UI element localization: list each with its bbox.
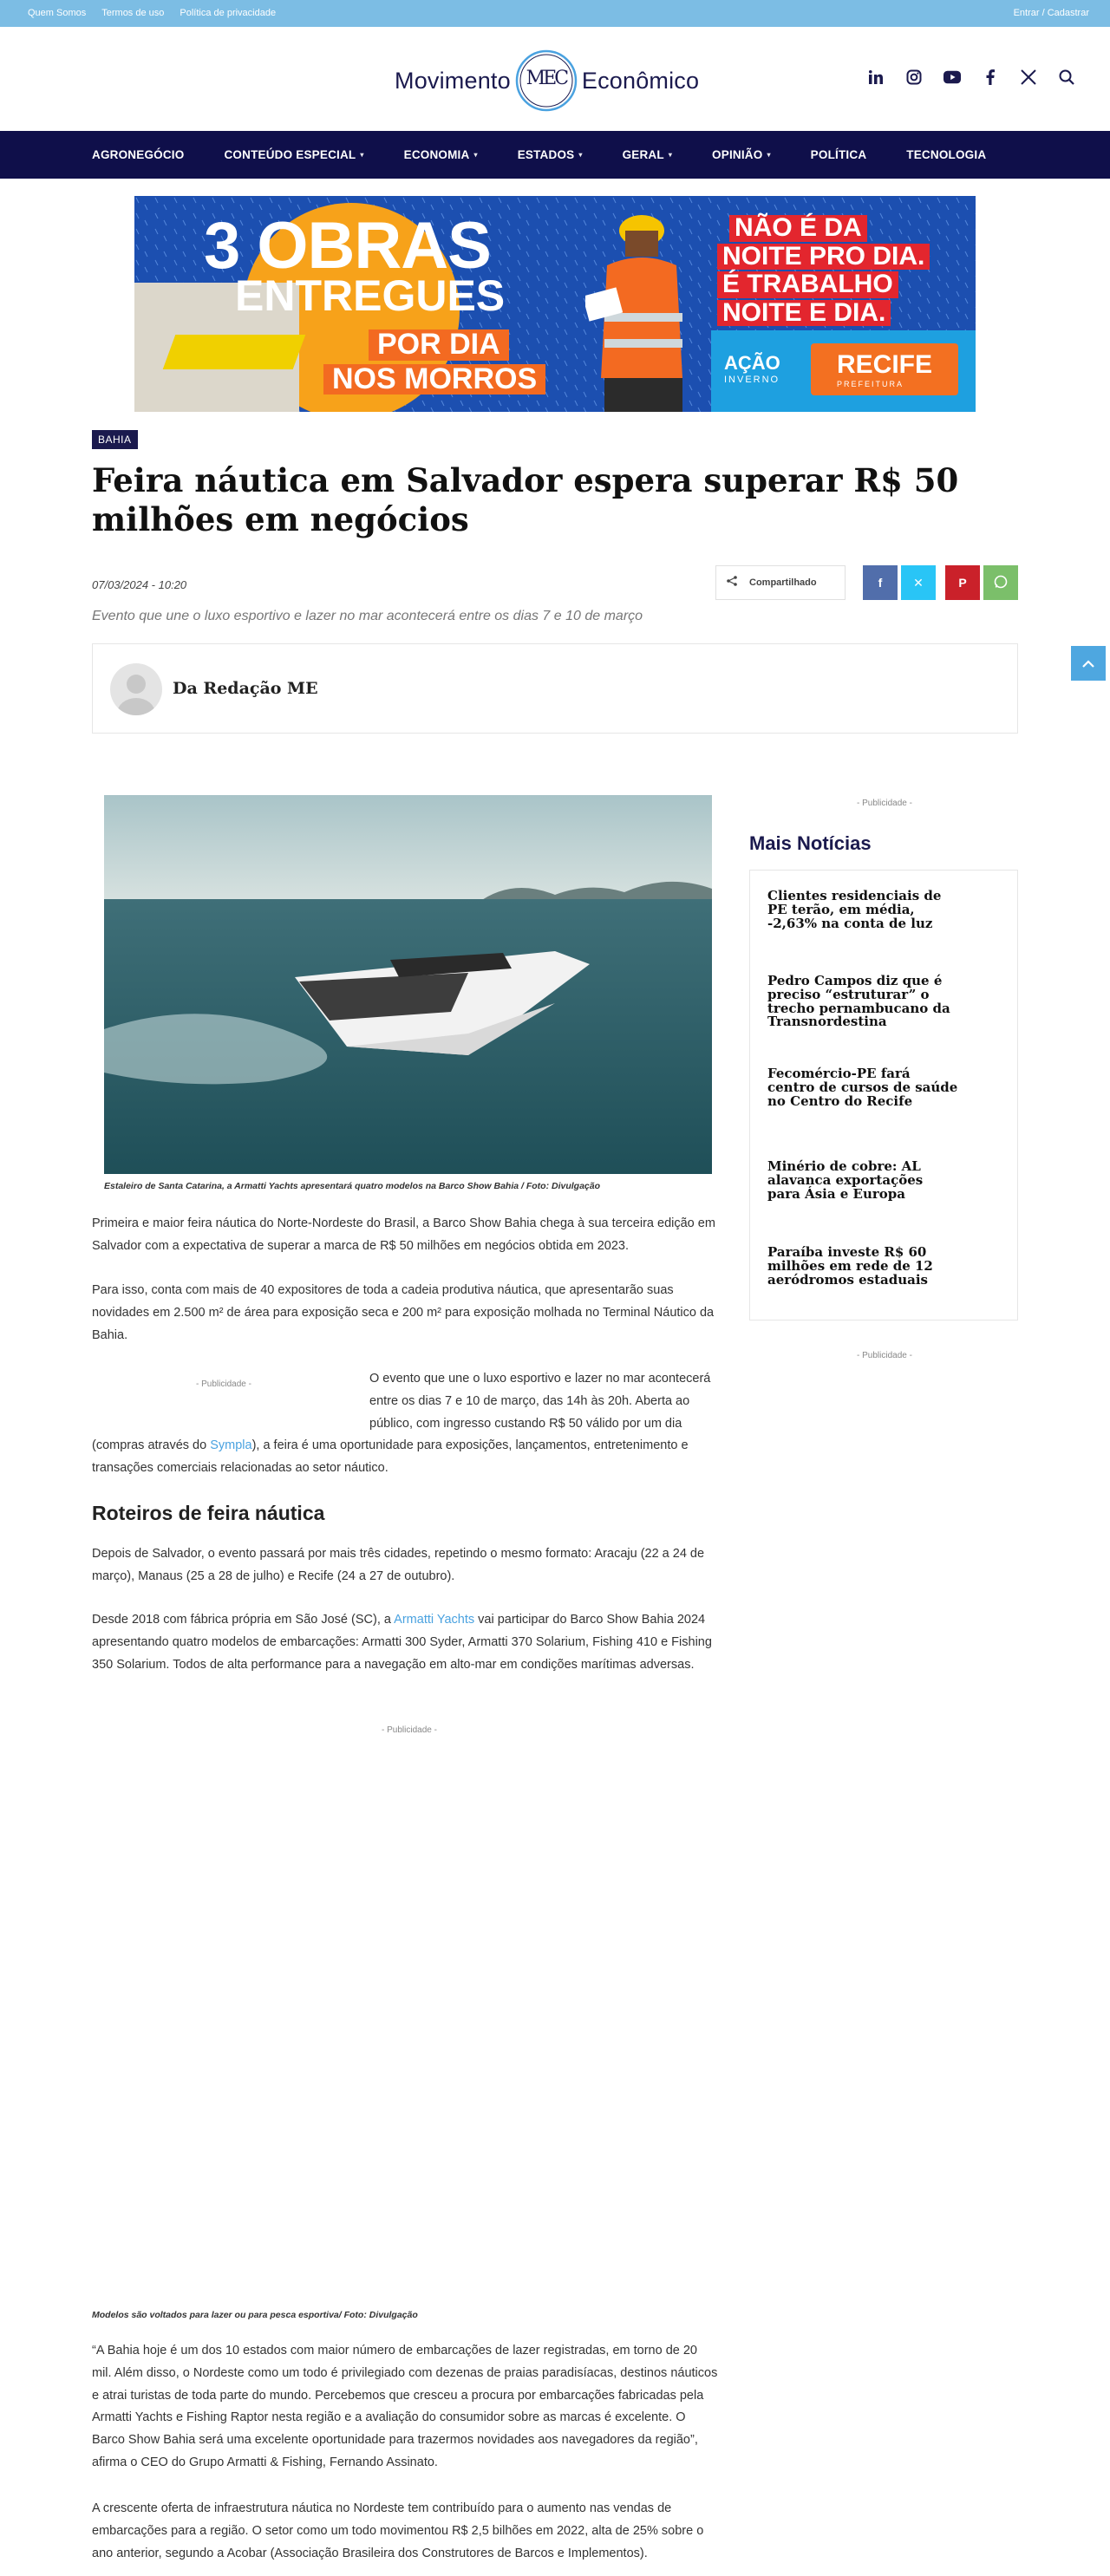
site-logo[interactable] (395, 46, 715, 115)
banner-big-1: 3 OBRAS (204, 209, 491, 283)
banner-worker-image (585, 205, 707, 412)
chevron-down-icon: ▾ (578, 151, 583, 159)
article-paragraph-4: Depois de Salvador, o evento passará por mais três cidades, repetindo o mesmo formato: Aracaju (22 a 24 de março), Manaus (25 a 28 de julho) e Recife (24 a 27 de outubro). (92, 1547, 705, 1583)
article-paragraph-3a: O evento que une o luxo esportivo e lazer no mar acontecerá entre os dias 7 e 10 de março, das 14h às 20h. Aberta ao público, com ingresso custando R$ 50 válido por um dia (369, 1372, 711, 1431)
share-twitter-button[interactable] (901, 565, 936, 600)
chevron-down-icon: ▾ (473, 151, 478, 159)
site-header (0, 27, 1110, 131)
article-paragraph-2: Para isso, conta com mais de 40 expositores de toda a cadeia produtiva náutica, que apresentarão suas novidades em 2.500 m² de área para exposição seca e 200 m² para exposição molhada no Terminal Náutico da Bahia. (92, 1283, 715, 1342)
share-counter[interactable] (715, 565, 846, 600)
sympla-link[interactable]: Sympla (210, 1438, 252, 1452)
scroll-to-top-button[interactable] (1071, 646, 1106, 681)
article-paragraph-5 (92, 1609, 718, 1676)
chevron-down-icon: ▾ (767, 151, 771, 159)
logo-word-2: Econômico (581, 67, 700, 94)
nav-item-conteúdo-especial[interactable] (224, 148, 363, 161)
sidebar-news-item[interactable]: Paraíba investe R$ 60 milhões em rede de 12 aeródromos estaduais (767, 1244, 933, 1288)
facebook-icon[interactable] (982, 68, 999, 86)
article-subtitle: Evento que une o luxo esportivo e lazer no mar acontecerá entre os dias 7 e 10 de março (92, 609, 643, 623)
banner-recife-logo (811, 343, 958, 395)
sidebar-news-item[interactable]: Pedro Campos diz que é preciso “estruturar” o trecho pernambucano da Transnordestina (767, 973, 950, 1030)
nav-item-tecnologia[interactable] (906, 148, 986, 161)
whatsapp-icon (994, 575, 1008, 591)
instagram-icon[interactable] (905, 68, 923, 86)
p3b-post: ), a feira é uma oportunidade para exposições, lançamentos, entretenimento e transações comerciais relacionadas ao setor náutico. (92, 1438, 689, 1475)
top-bar (0, 0, 1110, 27)
banner-yellow-step (163, 335, 306, 369)
nav-item-label: POLÍTICA (810, 148, 867, 161)
share-label: Compartilhado (749, 577, 817, 588)
inline-ad-label: - Publicidade - (196, 1379, 251, 1389)
nav-item-label: OPINIÃO (712, 148, 763, 161)
category-badge[interactable]: BAHIA (92, 430, 138, 449)
sidebar-news-list (749, 870, 1018, 1321)
logo-word-1: Movimento (395, 67, 511, 94)
search-icon[interactable] (1058, 68, 1075, 86)
banner-line-3: POR DIA (369, 329, 509, 361)
top-link-privacidade[interactable]: Política de privacidade (180, 8, 277, 18)
banner-acao-text: AÇÃO (724, 352, 780, 374)
banner-right-2: NOITE PRO DIA. (717, 244, 930, 271)
sidebar-ad-label-bottom: - Publicidade - (857, 1351, 912, 1360)
banner-subline (323, 326, 545, 395)
nav-item-agronegócio[interactable] (92, 148, 184, 161)
banner-right-text (717, 215, 951, 328)
photo-caption-2: Modelos são voltados para lazer ou para pesca esportiva/ Foto: Divulgação (92, 2310, 418, 2320)
logo-mark-text: MEC (526, 68, 567, 89)
nav-item-estados[interactable] (518, 148, 583, 161)
banner-recife-text: RECIFE (836, 350, 932, 379)
nav-item-política[interactable] (811, 148, 867, 161)
share-whatsapp-button[interactable] (983, 565, 1018, 600)
nav-item-label: CONTEÚDO ESPECIAL (224, 148, 356, 161)
x-icon[interactable] (1020, 68, 1037, 86)
author-box (92, 643, 1018, 734)
p3b-pre: (compras através do (92, 1438, 211, 1452)
article-main-photo (104, 795, 712, 1174)
banner-headline (204, 209, 506, 320)
section-heading: Roteiros de feira náutica (92, 1502, 325, 1524)
armatti-link[interactable]: Armatti Yachts (394, 1613, 475, 1627)
sidebar-news-item[interactable]: Fecomércio-PE fará centro de cursos de saúde no Centro do Recife (767, 1066, 958, 1109)
chevron-up-icon (1081, 655, 1095, 673)
banner-right-3: É TRABALHO (717, 271, 898, 298)
sidebar-title: Mais Notícias (749, 832, 872, 854)
sidebar-ad-label-top: - Publicidade - (857, 799, 912, 808)
nav-item-geral[interactable] (623, 148, 672, 161)
banner-acao-sub: INVERNO (724, 375, 780, 385)
article-paragraph-6: “A Bahia hoje é um dos 10 estados com maior número de embarcações de lazer registradas, em torno de 20 mil. Além disso, o Nordeste como um todo é privilegiado com dezenas de praias paradisíacas, destinos náuticos e atrai turistas de toda parte do mundo. Percebemos que cresceu a procura por embarcações fabricadas pela Armatti Yachts e Fishing Raptor nesta região e a avaliação do consumidor sobre as marcas é excelente. O Barco Show Bahia será uma excelente oportunidade para trazermos novidades aos navegadores da região”, afirma o CEO do Grupo Armatti & Fishing, Fernando Assinato. (92, 2344, 718, 2469)
article-paragraph-1: Primeira e maior feira náutica do Norte-Nordeste do Brasil, a Barco Show Bahia chega à sua terceira edição em Salvador com a expectativa de superar a marca de R$ 50 milhões em negócios obtida em 2023. (92, 1216, 715, 1253)
sidebar-news-item[interactable]: Minério de cobre: AL alavanca exportações para Ásia e Europa (767, 1158, 924, 1202)
p5-pre: Desde 2018 com fábrica própria em São José (SC), a (92, 1613, 395, 1627)
nav-item-label: TECNOLOGIA (906, 148, 987, 161)
chevron-down-icon: ▾ (360, 151, 364, 159)
linkedin-icon[interactable] (867, 68, 885, 86)
nav-item-label: AGRONEGÓCIO (92, 148, 185, 161)
article-date: 07/03/2024 - 10:20 (92, 578, 187, 591)
author-name[interactable]: Da Redação ME (173, 679, 318, 698)
main-nav (0, 131, 1110, 179)
top-link-quem-somos[interactable]: Quem Somos (28, 8, 87, 18)
photo-caption: Estaleiro de Santa Catarina, a Armatti Yachts apresentará quatro modelos na Barco Show Bahia / Foto: Divulgação (104, 1181, 601, 1191)
social-icons (867, 68, 1075, 86)
youtube-icon[interactable] (944, 68, 961, 86)
banner-acao-logo (724, 352, 780, 385)
chevron-down-icon: ▾ (668, 151, 673, 159)
nav-item-label: GERAL (622, 148, 664, 161)
top-link-termos[interactable]: Termos de uso (101, 8, 165, 18)
nav-item-opinião[interactable] (712, 148, 771, 161)
article-paragraph-7: A crescente oferta de infraestrutura náutica no Nordeste tem contribuído para o aumento nas vendas de embarcações para a região. O setor como um todo movimentou R$ 2,5 bilhões em 2022, alta de 25% sobre o ano anterior, segundo a Acobar (Associação Brasileira dos Construtores de Barcos e Implementos). (92, 2501, 704, 2560)
share-facebook-button[interactable] (863, 565, 898, 600)
logo-mark (514, 49, 578, 113)
top-links (28, 8, 276, 18)
sidebar-news-item[interactable]: Clientes residenciais de PE terão, em média, -2,63% na conta de luz (767, 888, 942, 931)
share-icon (727, 575, 737, 590)
login-link[interactable]: Entrar / Cadastrar (1013, 8, 1089, 18)
banner-right-4: NOITE E DIA. (717, 300, 891, 327)
nav-item-label: ECONOMIA (403, 148, 470, 161)
banner-ad[interactable] (134, 196, 976, 412)
facebook-icon: f (878, 576, 883, 590)
mid-ad-label: - Publicidade - (382, 1725, 437, 1735)
share-pinterest-button[interactable] (945, 565, 980, 600)
banner-big-2: ENTREGUES (235, 271, 506, 320)
banner-right-1: NÃO É DA (729, 215, 867, 242)
article-title: Feira náutica em Salvador espera superar R$ 50 milhões em negócios (92, 461, 959, 539)
author-avatar[interactable] (110, 663, 162, 715)
article-paragraph-3b (92, 1435, 718, 1480)
x-icon: ✕ (913, 575, 924, 590)
nav-item-economia[interactable] (404, 148, 478, 161)
banner-line-4: NOS MORROS (323, 364, 545, 395)
nav-item-label: ESTADOS (517, 148, 575, 161)
p5-post: vai participar do Barco Show Bahia 2024 apresentando quatro modelos de embarcações: Armatti 300 Syder, Armatti 370 Solarium, Fishing 410 e Fishing 350 Solarium. Todos de alta performance para a navegação em alto-mar em condições marítimas adversas. (92, 1613, 712, 1672)
banner-recife-sub: PREFEITURA (836, 380, 904, 388)
pinterest-icon: P (958, 576, 967, 590)
